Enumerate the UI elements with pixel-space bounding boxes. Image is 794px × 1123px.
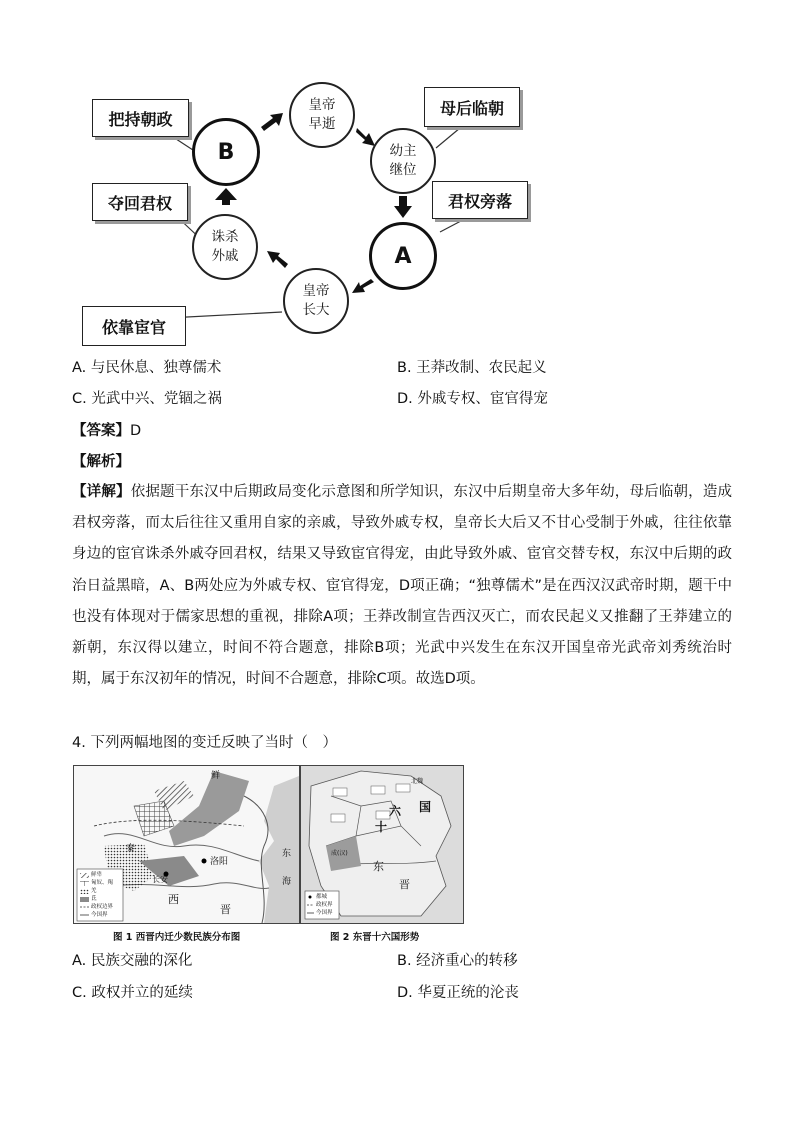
q3-option-c: C. 光武中兴、党锢之祸 xyxy=(72,391,222,407)
map1-label-luoyang: 洛阳 xyxy=(210,857,229,867)
arrow-b-to-death xyxy=(261,113,283,131)
map1-legend-item: 氐 xyxy=(91,896,97,902)
map2-label-chengdu: 成(汉) xyxy=(331,850,348,857)
node-a: A xyxy=(369,222,437,290)
map2-label-guo: 国 xyxy=(419,800,432,814)
map1-legend-item: 政权边界 xyxy=(91,904,114,910)
q3-option-a: A. 与民休息、独尊儒术 xyxy=(72,360,222,376)
answer-value: D xyxy=(130,423,142,439)
map1-label-qin: 秦 xyxy=(126,844,136,854)
map1-caption: 图 1 西晋内迁少数民族分布图 xyxy=(113,932,241,943)
detail-tag: 【详解】 xyxy=(72,484,131,500)
map1-legend-item: 羌 xyxy=(91,888,97,894)
map2-label-dongjin: 东 xyxy=(373,860,384,873)
map1-label-dong: 东 xyxy=(282,849,292,859)
q3-option-d: D. 外戚专权、宦官得宠 xyxy=(397,391,548,407)
arrow-young-to-a xyxy=(394,196,412,218)
map2-legend-item: 都城 xyxy=(316,894,328,900)
map-eastern-jin xyxy=(300,765,464,924)
analysis-tag: 【解析】 xyxy=(72,454,130,470)
label-regain-power: 夺回君权 xyxy=(92,183,188,221)
node-emperor-grows-up: 皇帝 长大 xyxy=(283,268,349,334)
q4-option-a: A. 民族交融的深化 xyxy=(72,953,193,969)
map2-legend-item: 政权界 xyxy=(316,902,333,908)
map1-legend xyxy=(91,871,113,919)
node-emperor-early-death: 皇帝 早逝 xyxy=(289,82,355,148)
map1-label-changan: 长安 xyxy=(152,875,168,884)
detail-text: 依据题干东汉中后期政局变化示意图和所学知识，东汉中后期皇帝大多年幼，母后临朝，造成君权旁落，而太后往往又重用自家的亲戚，导致外戚专权，皇帝长大后又不甘心受制于外戚，往往依靠身边的宦官诛杀外戚夺回君权，结果又导致宦官得宠，由此导致外戚、宦官交替专权，东汉中后期的政治日益黑暗，A、B两处应为外戚专权、宦官得宠，D项正确；“独尊儒术”是在西汉汉武帝时期，题干中也没有体现对于儒家思想的重视，排除A项；王莽改制宣告西汉灭亡，而农民起义又推翻了王莽建立的新朝，东汉得以建立，时间不符合题意，排除B项；光武中兴发生在东汉开国皇帝光武帝刘秀统治时期，属于东汉初年的情况，时间不合题意，排除C项。故选D项。 xyxy=(72,484,733,688)
map1-label-xianbei: 鲜 xyxy=(211,771,221,781)
map2-label-shi: 十 xyxy=(375,820,388,834)
map2-label-bei: 北魏 xyxy=(411,778,424,785)
map1-label-hai: 海 xyxy=(282,877,292,887)
map2-legend-item: 今国界 xyxy=(316,910,333,916)
label-empress-dowager: 母后临朝 xyxy=(424,87,520,127)
node-b: B xyxy=(192,118,260,186)
q4-option-d: D. 华夏正统的沦丧 xyxy=(397,985,519,1001)
map2-legend xyxy=(316,893,333,917)
arrow-death-to-young xyxy=(356,128,375,146)
node-young-ruler: 幼主 继位 xyxy=(370,128,436,194)
arrow-a-to-grow xyxy=(352,279,374,293)
map1-label-jin: 晋 xyxy=(220,903,231,916)
q4-option-b: B. 经济重心的转移 xyxy=(397,953,518,969)
map1-legend-item: 匈奴、羯 xyxy=(91,880,114,886)
map2-label-liu: 六 xyxy=(389,804,402,818)
q4-option-c: C. 政权并立的延续 xyxy=(72,985,193,1001)
arrow-grow-to-kill xyxy=(267,251,288,268)
answer-line xyxy=(72,421,141,441)
map-western-jin xyxy=(73,765,300,924)
map2-caption: 图 2 东晋十六国形势 xyxy=(330,932,420,943)
q3-option-b: B. 王莽改制、农民起义 xyxy=(397,360,547,376)
detail-paragraph xyxy=(72,477,732,695)
label-control-court: 把持朝政 xyxy=(92,99,189,137)
label-power-sidelined: 君权旁落 xyxy=(432,181,528,219)
map2-label-jin: 晋 xyxy=(399,878,410,891)
node-kill-consort-kin: 诛杀 外戚 xyxy=(192,214,258,280)
answer-tag: 【答案】 xyxy=(72,423,130,439)
q4-stem: 4. 下列两幅地图的变迁反映了当时（ ） xyxy=(72,735,337,751)
label-rely-eunuchs: 依靠宦官 xyxy=(82,306,186,346)
map1-legend-item: 今国界 xyxy=(91,912,108,918)
map1-label-xi: 西 xyxy=(168,893,179,906)
map1-legend-item: 鲜卑 xyxy=(91,872,103,878)
arrow-kill-to-b xyxy=(215,188,237,205)
